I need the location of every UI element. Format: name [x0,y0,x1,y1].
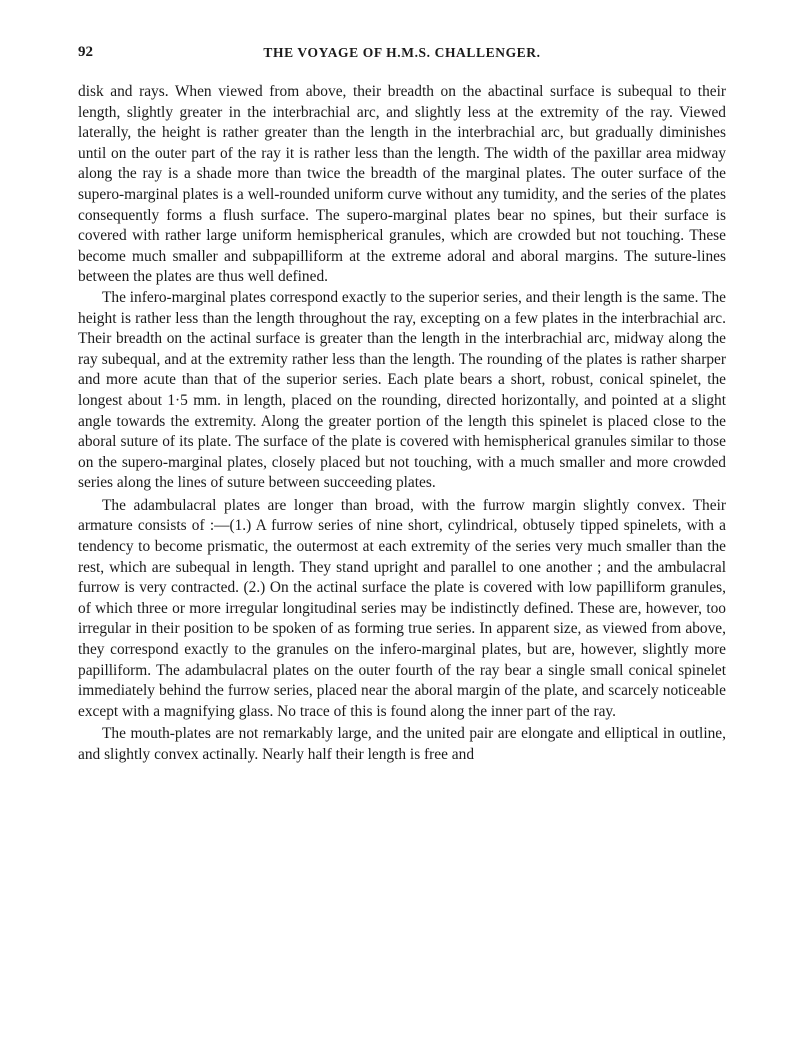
page-number: 92 [78,44,93,60]
body-text [78,82,726,766]
page-header [78,44,726,64]
paragraph-adambulacral: The adambulacral plates are longer than broad, with the furrow margin slightly convex. Their armature consists of :—(1.) A furrow series of nine short, cylindrical, obtusely tipped spinelets, with a tendency to become prismatic, the outermost at each extremity of the series very much smaller than the rest, which are subequal in length. They stand upright and parallel to one another ; and the ambulacral furrow is very contracted. (2.) On the actinal surface the plate is covered with low papilliform granules, of which three or more irregular longitudinal series may be indistinctly defined. These are, however, too irregular in their position to be spoken of as forming true series. In apparent size, as viewed from above, they correspond exactly to the granules on the infero-marginal plates, but are, however, slightly more papilliform. The adambulacral plates on the outer fourth of the ray bear a single small conical spinelet immediately behind the furrow series, placed near the aboral margin of the plate, and scarcely noticeable except with a magnifying glass. No trace of this is found along the inner part of the ray. [78,496,726,720]
paragraph-continued: disk and rays. When viewed from above, their breadth on the abactinal surface is subequal to their length, slightly greater in the interbrachial arc, and slightly less at the extremity of the ray. Viewed laterally, the height is rather greater than the length in the interbrachial arc, but gradually diminishes until on the outer part of the ray it is rather less than the length. The width of the paxillar area midway along the ray is a shade more than twice the breadth of the marginal plates. The outer surface of the supero-marginal plates is a well-rounded uniform curve without any tumidity, and the series of the plates consequently forms a flush surface. The supero-marginal plates bear no spines, but their surface is covered with rather large uniform hemispherical granules, which are crowded but not touching. These become much smaller and subpapilliform at the extreme adoral and aboral margins. The suture-lines between the plates are thus well defined. [78,83,726,286]
paragraph-infero-marginal: The infero-marginal plates correspond exactly to the superior series, and their length is the same. The height is rather less than the length throughout the ray, excepting on a few plates in the interbrachial arc. Their breadth on the actinal surface is greater than the length in the interbrachial arc, midway along the ray subequal, and at the extremity rather less than the length. The rounding of the plates is rather sharper and more acute than that of the superior series. Each plate bears a short, robust, conical spinelet, the longest about 1·5 mm. in length, placed on the rounding, directed horizontally, and pointed at a slight angle towards the extremity. Along the greater portion of the length this spinelet is placed close to the aboral suture of its plate. The surface of the plate is covered with hemispherical granules similar to those on the supero-marginal plates, closely placed but not touching, with a much smaller and more crowded series along the lines of suture between succeeding plates. [78,288,726,492]
running-title: THE VOYAGE OF H.M.S. CHALLENGER. [263,45,541,60]
paragraph-mouth-plates: The mouth-plates are not remarkably large, and the united pair are elongate and elliptical in outline, and slightly convex actinally. Nearly half their length is free and [78,725,726,763]
